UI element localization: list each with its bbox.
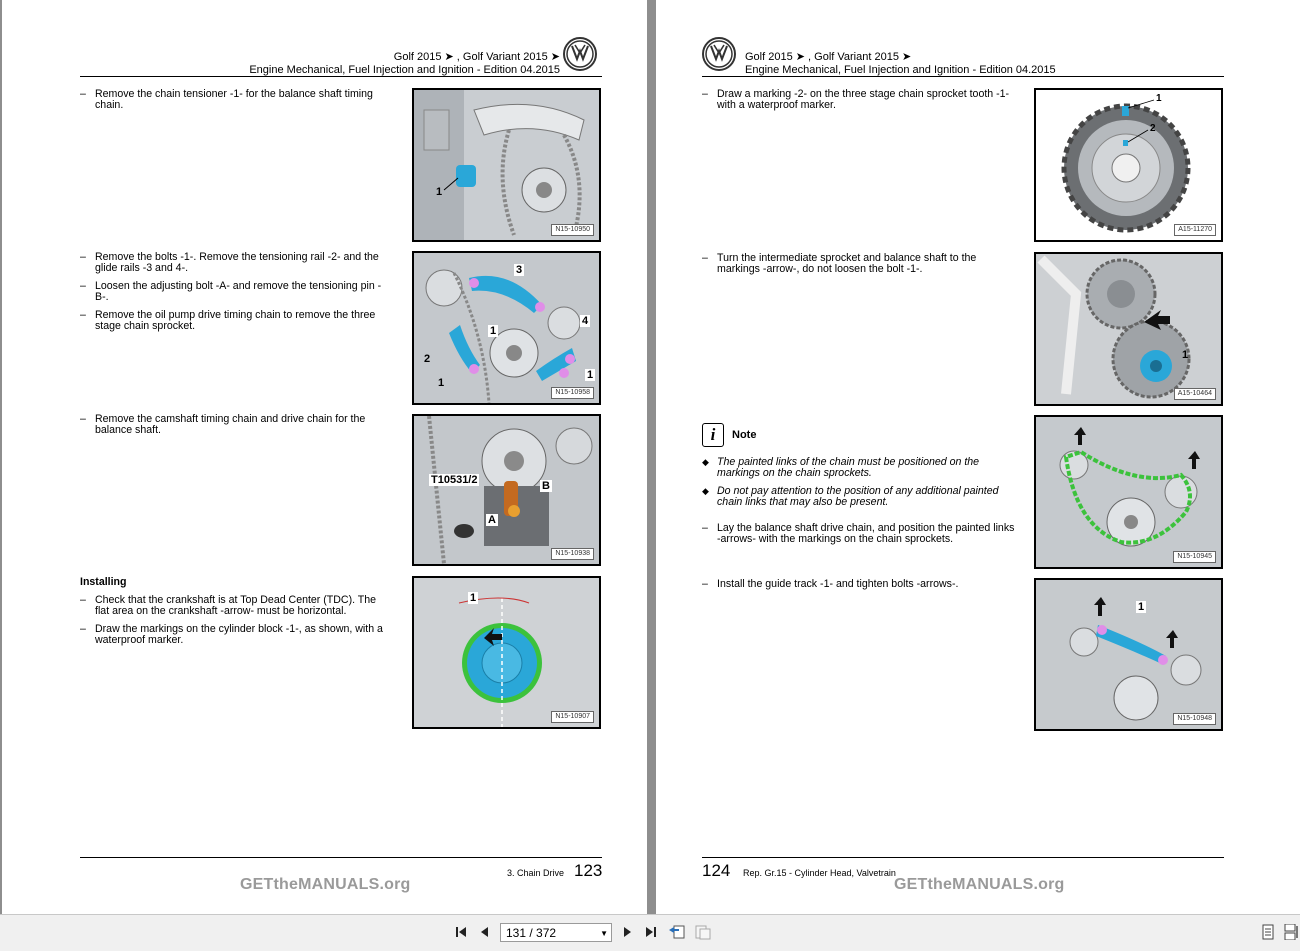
viewer-toolbar (0, 914, 1300, 951)
next-view-icon[interactable] (694, 923, 712, 941)
vw-logo-icon (702, 37, 736, 71)
figure-code: N15-10948 (1173, 713, 1216, 725)
footer-section: 3. Chain Drive (507, 868, 565, 878)
header-title-line1: Golf 2015 ➤ , Golf Variant 2015 ➤ (745, 51, 912, 63)
watermark: GETtheMANUALS.org (240, 876, 411, 893)
footer-section: Rep. Gr.15 - Cylinder Head, Valvetrain (743, 868, 896, 878)
callout-2: 2 (424, 353, 431, 365)
callout-3: 3 (516, 264, 523, 276)
figure-a15-11270 (1034, 88, 1223, 242)
installing-heading: Installing (80, 576, 127, 588)
figure-n15-10950 (412, 88, 601, 242)
figure-code: A15-11270 (1174, 224, 1216, 236)
figure-n15-10948 (1034, 578, 1223, 731)
first-page-icon[interactable] (452, 923, 470, 941)
info-icon: i (702, 423, 724, 447)
callout-1: 1 (1156, 93, 1162, 104)
continuous-view-icon[interactable] (1282, 923, 1300, 941)
next-page-icon[interactable] (618, 923, 636, 941)
header-rule (702, 76, 1224, 77)
footer-rule (80, 857, 602, 858)
page-number-input[interactable]: 131 / 372 ▼ (500, 923, 612, 942)
previous-page-icon[interactable] (476, 923, 494, 941)
figure-a15-10464 (1034, 252, 1223, 406)
figure-n15-10958 (412, 251, 601, 405)
watermark: GETtheMANUALS.org (894, 876, 1065, 893)
figure-n15-10945 (1034, 415, 1223, 569)
last-page-icon[interactable] (642, 923, 660, 941)
callout-1: 1 (438, 377, 445, 389)
document-page-right: Golf 2015 ➤ , Golf Variant 2015 ➤ Engine Mechanical, Fuel Injection and Ignition - Edition 04.2015 – Draw a marking -2- on the three stage chain sprocket tooth -1- with a waterproof marker. 1 2 A15-11270 – Turn the intermediate sprocket and balance shaft to the markings -arrow-, do not loosen the bolt -1-. 1 A15-10464 i Note ◆ The painted links of the chain must be positioned on the markings on the chain sprockets. ◆ Do not pay attention to the position of any additional painted chain links that may also be present. – Lay the balance shaft drive chain, and position the painted links -arrows- with the markings on the chain sprockets. N15-10945 – Install the guide track -1- and tighten bolts -arrows-. 1 N15-10948 124 Rep. Gr.15 - Cylinder Head, Valvetrain GETtheMANUALS.org (656, 0, 1300, 914)
note-label: Note (732, 429, 757, 441)
callout-4: 4 (582, 315, 589, 327)
figure-code: N15-10938 (551, 548, 594, 560)
callout-1: 1 (436, 186, 443, 198)
callout-1: 1 (1182, 349, 1189, 361)
figure-n15-10938 (412, 414, 601, 566)
callout-a: A (488, 514, 496, 526)
note-box (702, 423, 1022, 453)
document-page-left: Golf 2015 ➤ , Golf Variant 2015 ➤ Engine Mechanical, Fuel Injection and Ignition - Edition 04.2015 – Remove the chain tensioner -1- for the balance shaft timing chain. 1 N15-10950 – Remove the bolts -1-. Remove the tensioning rail -2- and the glide rails -3 and 4-. – Loosen the adjusting bolt -A- and remove the tensioning pin -B-. – Remove the oil pump drive timing chain to remove the three stage chain sprocket. 1 2 3 4 1 1 N15-10958 – Remove the camshaft timing chain and drive chain for the balance shaft. T10531/2 A B N15-10938 Installing – Check that the crankshaft is at Top Dead Center (TDC). The flat area on the crankshaft -arrow- must be horizontal. – Draw the markings on the cylinder block -1-, as shown, with a waterproof marker. 1 N15-10907 3. Chain Drive 123 GETtheMANUALS.org (2, 0, 647, 914)
figure-code: N15-10945 (1173, 551, 1216, 563)
header-rule (80, 76, 602, 77)
figure-code: A15-10464 (1174, 388, 1216, 400)
page-number: 124 (702, 861, 731, 880)
page-number: 123 (574, 861, 603, 880)
callout-1: 1 (490, 325, 497, 337)
callout-2: 2 (1150, 123, 1156, 134)
figure-code: N15-10907 (551, 711, 594, 723)
header-title-line2: Engine Mechanical, Fuel Injection and Ignition - Edition 04.2015 (745, 64, 1056, 76)
tool-callout-t10531-2: T10531/2 (431, 474, 478, 486)
header-title-line1: Golf 2015 ➤ , Golf Variant 2015 ➤ (393, 51, 560, 63)
chevron-down-icon[interactable]: ▼ (600, 929, 608, 938)
figure-code: N15-10950 (551, 224, 594, 236)
footer-rule (702, 857, 1224, 858)
callout-1: 1 (1138, 601, 1145, 613)
callout-1: 1 (587, 369, 594, 381)
previous-view-icon[interactable] (668, 923, 686, 941)
figure-code: N15-10958 (551, 387, 594, 399)
callout-b: B (542, 480, 550, 492)
figure-n15-10907 (412, 576, 601, 729)
vw-logo-icon (563, 37, 597, 71)
callout-1: 1 (470, 592, 477, 604)
single-page-view-icon[interactable] (1259, 923, 1277, 941)
header-title-line2: Engine Mechanical, Fuel Injection and Ignition - Edition 04.2015 (249, 64, 560, 76)
